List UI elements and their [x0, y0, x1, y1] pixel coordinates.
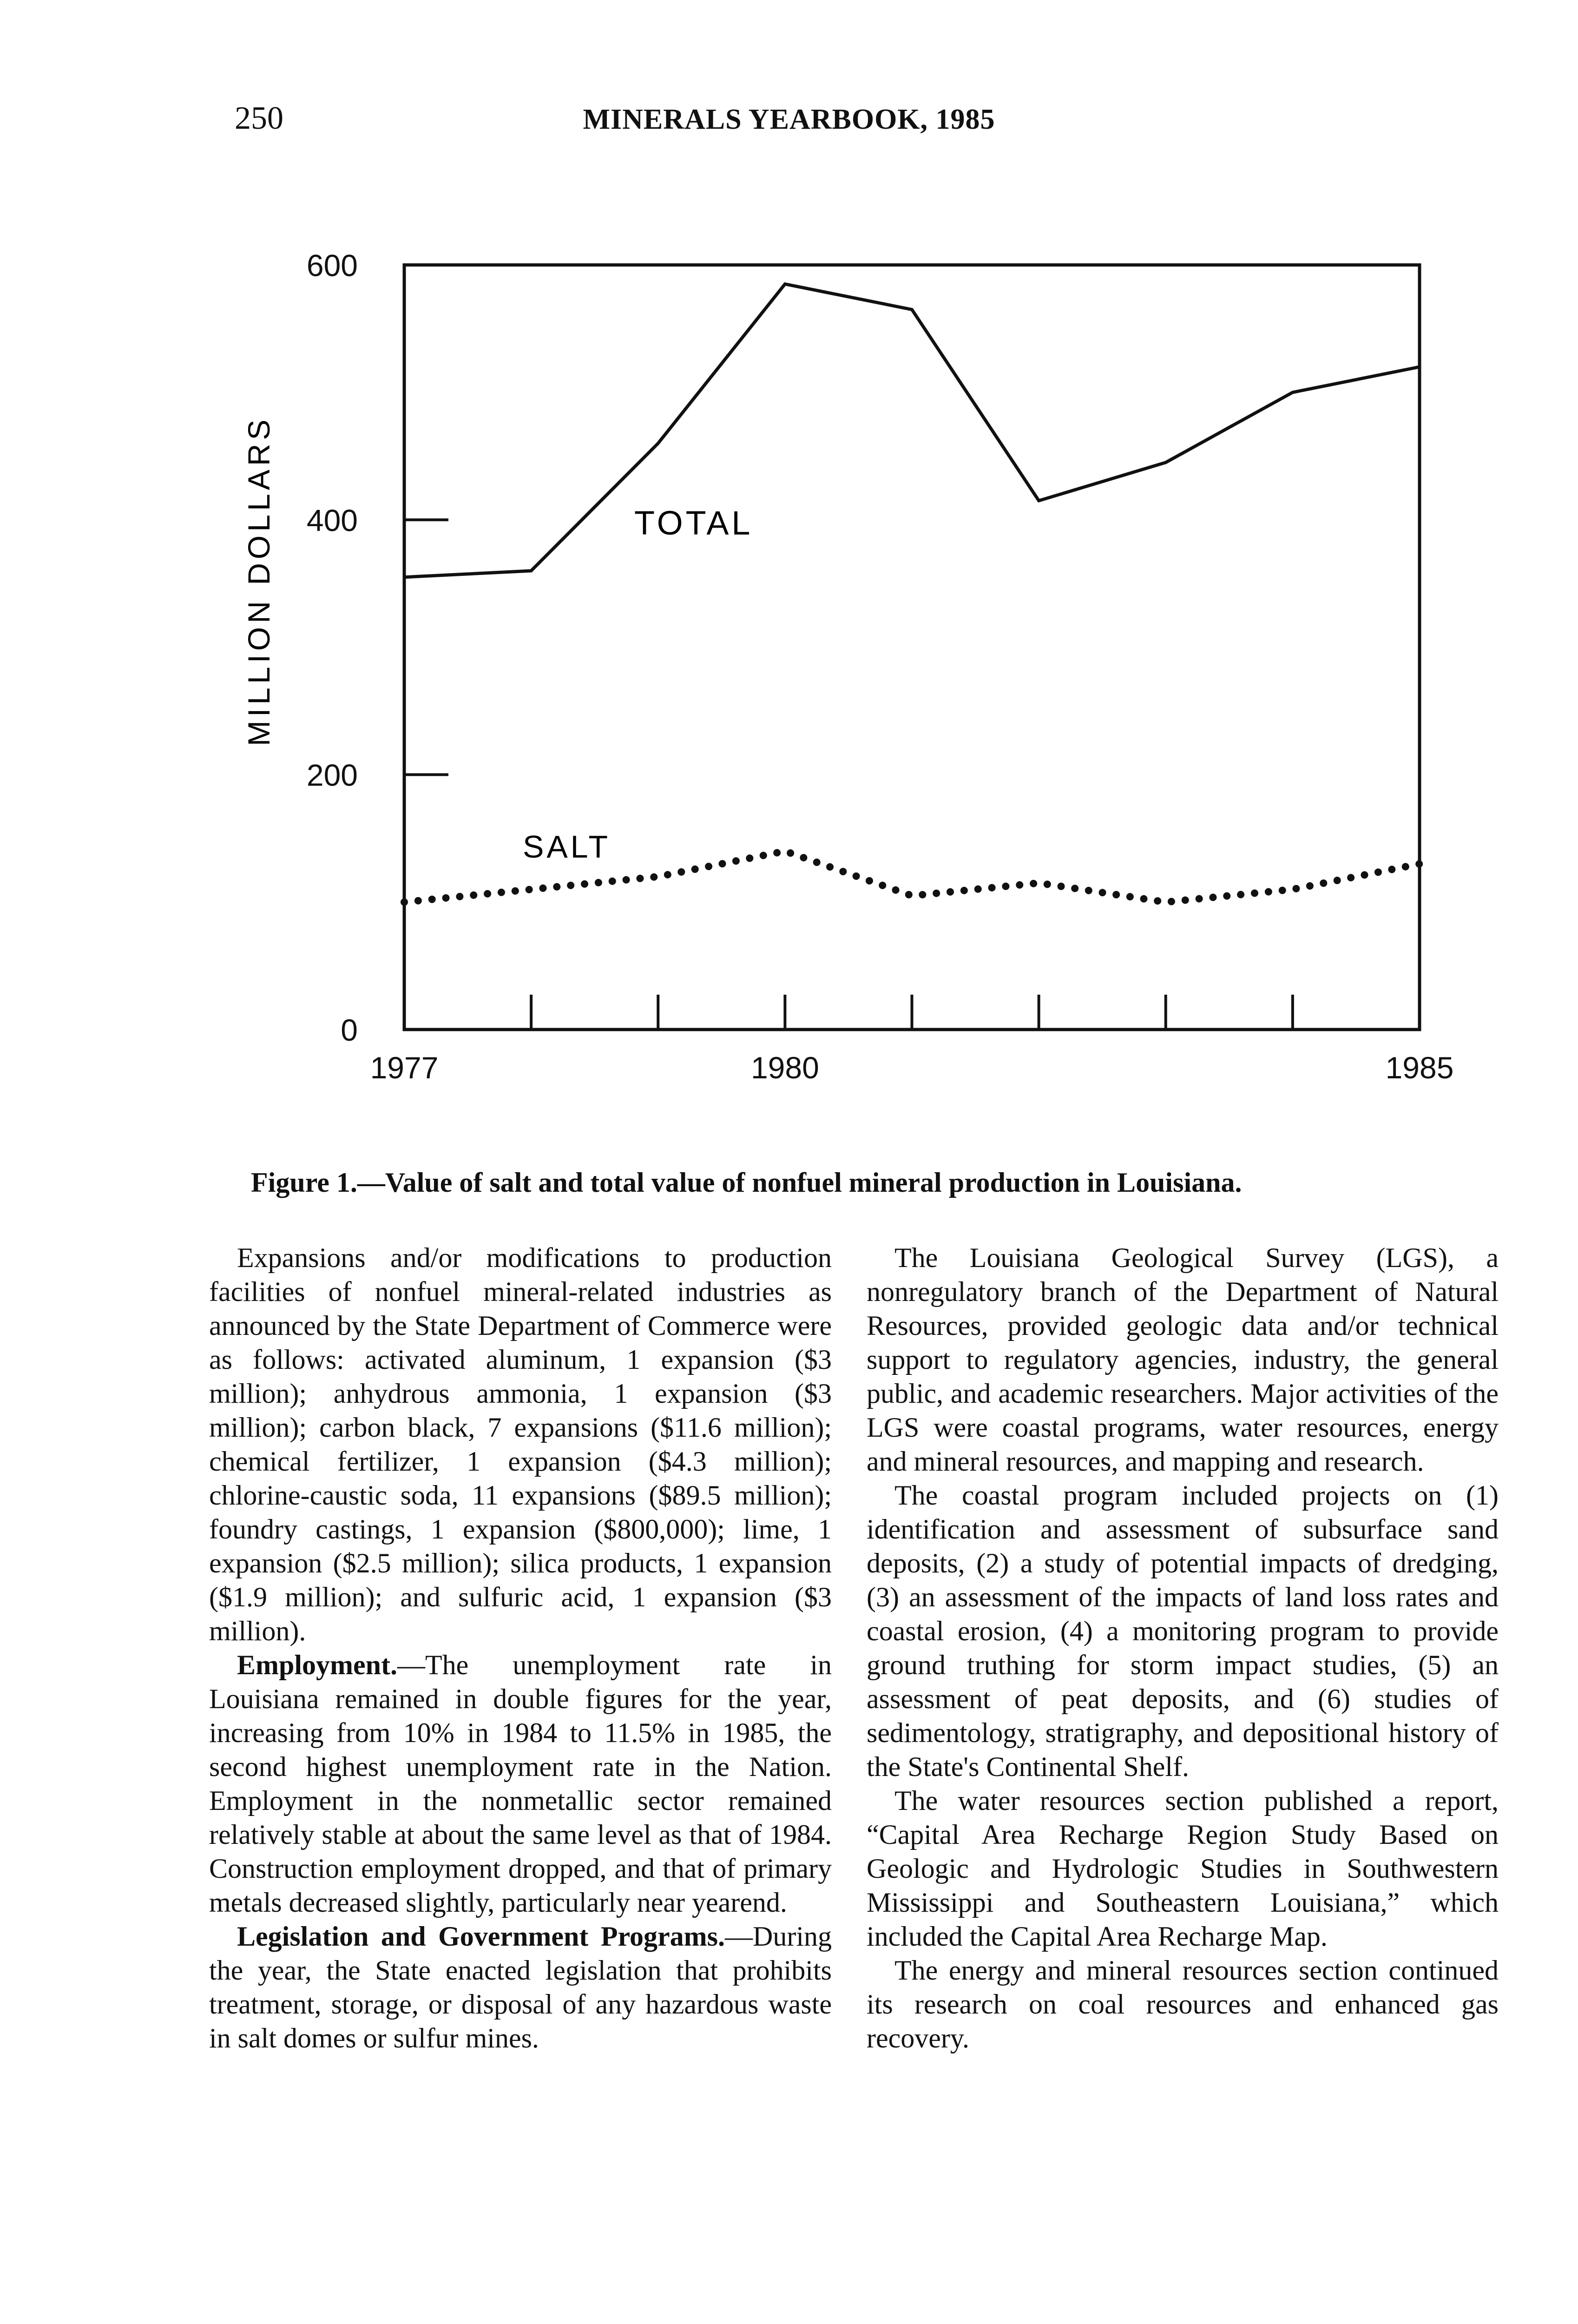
plot-frame: [404, 265, 1420, 1030]
data-point-total-1984: [1292, 392, 1293, 393]
y-tick-label-0: 0: [341, 1013, 358, 1047]
paragraph-lgs: The Louisiana Geological Survey (LGS), a nonregulatory branch of the Department of Natural Resources, provided geologic data and/or technical support to regulatory agencies, industry, the general public, and academic researchers. Major activities of the LGS were coastal programs, water resources, energy and mineral resources, and mapping and research.: [867, 1242, 1499, 1477]
paragraph-expansions: Expansions and/or modifications to production facilities of nonfuel mineral-related industries as announced by the State Department of Commerce were as follows: activated aluminum, 1 expansion ($3 million); anhydrous ammonia, 1 expansion ($3 million); carbon black, 7 expansions ($11.6 million); chemical fertilizer, 1 expansion ($4.3 million); chlorine-caustic soda, 11 expansions ($89.5 million); foundry castings, 1 expansion ($800,000); lime, 1 expansion ($2.5 million); silica products, 1 expansion ($1.9 million); and sulfuric acid, 1 expansion ($3 million).: [209, 1242, 832, 1646]
data-point-salt-1981: [912, 895, 913, 896]
data-point-salt-1984: [1292, 889, 1293, 890]
data-point-salt-1985: [1419, 864, 1420, 865]
y-tick-label-400: 400: [306, 503, 358, 538]
text-legislation: —During the year, the State enacted legislation that prohibits treatment, storage, or disposal of any hazardous waste in salt domes or sulfur mines.: [209, 1921, 832, 2053]
page-number: 250: [235, 100, 283, 136]
chart-frame: [404, 265, 1420, 1030]
data-point-total-1978: [531, 570, 532, 571]
figure-1-chart: [0, 0, 1578, 1153]
data-point-salt-1977: [404, 902, 405, 903]
y-tick-label-600: 600: [306, 248, 358, 283]
data-point-total-1977: [404, 577, 405, 578]
paragraph-coastal-program: The coastal program included projects on (1) identification and assessment of subsurface sand deposits, (2) a study of potential impacts of dredging, (3) an assessment of the impacts of land loss rates and coastal erosion, (4) a monitoring program to provide ground truthing for storm impact studies, (5) an assessment of peat deposits, and (6) studies of sedimentology, stratigraphy, and depositional history of the State's Continental Shelf.: [867, 1480, 1499, 1782]
right-column: [867, 1241, 1499, 2055]
chart-ticks: [307, 248, 1454, 1085]
x-tick-label-1985: 1985: [1385, 1050, 1454, 1085]
data-point-total-1983: [1165, 462, 1166, 463]
paragraph-energy-resources: The energy and mineral resources section continued its research on coal resources and enhanced gas recovery.: [867, 1955, 1499, 2053]
heading-legislation: Legislation and Government Programs.: [237, 1921, 725, 1952]
y-tick-label-200: 200: [306, 758, 358, 792]
series-label-salt: SALT: [523, 829, 611, 865]
data-point-salt-1983: [1165, 902, 1166, 903]
text-employment: —The unemployment rate in Louisiana remained in double figures for the year, increasing from 10% in 1984 to 11.5% in 1985, the second highest unemployment rate in the Nation. Employment in the nonmetallic sector remained relatively stable at about the same level as that of 1984. Construction employment dropped, and that of primary metals decreased slightly, particularly near yearend.: [209, 1650, 832, 1918]
paragraph-water-resources: The water resources section published a report, “Capital Area Recharge Region Study Based on Geologic and Hydrologic Studies in Southwestern Mississippi and Southeastern Louisiana,” which included the Capital Area Recharge Map.: [867, 1785, 1499, 1952]
heading-employment: Employment.: [237, 1650, 397, 1680]
data-point-salt-1978: [531, 889, 532, 890]
figure-caption: Figure 1.—Value of salt and total value of nonfuel mineral production in Louisiana.: [251, 1167, 1242, 1198]
y-axis-title: MILLION DOLLARS: [242, 416, 276, 746]
left-column: [209, 1241, 832, 2055]
paragraph-employment: [209, 1648, 832, 1920]
data-point-total-1985: [1419, 366, 1420, 367]
paragraph-legislation: [209, 1920, 832, 2055]
x-tick-label-1977: 1977: [370, 1050, 439, 1085]
running-title: MINERALS YEARBOOK, 1985: [583, 104, 995, 135]
data-point-total-1981: [912, 309, 913, 310]
series-label-total: TOTAL: [634, 505, 753, 542]
data-point-salt-1980: [784, 851, 785, 852]
chart-series: [404, 284, 1420, 903]
series-line-total: [404, 284, 1420, 577]
x-tick-label-1980: 1980: [750, 1050, 819, 1085]
